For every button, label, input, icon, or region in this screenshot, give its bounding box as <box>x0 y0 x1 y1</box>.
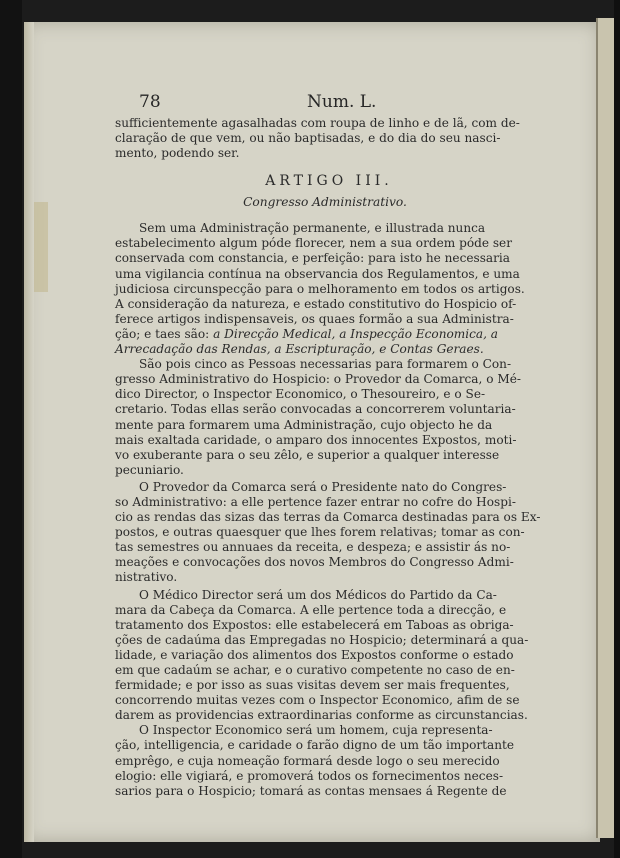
text-line: pecuniario. <box>115 462 184 477</box>
text-line: fermidade; e por isso as suas visitas devem ser mais frequentes, <box>115 678 510 693</box>
text-line: elogio: elle vigiará, e promoverá todos os fornecimentos neces- <box>115 768 504 783</box>
text-line: ções de cadaúma das Empregadas no Hospicio; determinará a qua- <box>115 632 529 647</box>
paragraph-inspector <box>115 723 535 798</box>
paragraph-medico-director <box>115 588 535 724</box>
scan-left-edge <box>0 0 22 858</box>
text-line: São pois cinco as Pessoas necessarias para formarem o Con- <box>139 357 512 372</box>
running-title: Num. L. <box>307 92 377 112</box>
text-line: O Médico Director será um dos Médicos do Partido da Ca- <box>139 587 497 602</box>
paragraph-five-persons <box>115 357 535 478</box>
text-line: postos, e outras quaesquer que lhes forem relativas; tomar as con- <box>115 525 525 540</box>
text-line: cretario. Todas ellas serão convocadas a concorrerem voluntaria- <box>115 402 516 417</box>
text-line: meações e convocações dos novos Membros do Congresso Admi- <box>115 555 514 570</box>
paragraph-administration <box>115 221 535 357</box>
italic-segment: a Direcção Medical, a Inspecção Economica, a <box>213 326 498 341</box>
article-heading: ARTIGO III. <box>265 173 393 190</box>
text-line: Sem uma Administração permanente, e illustrada nunca <box>139 221 486 236</box>
text-line: estabelecimento algum póde florecer, nem a sua ordem póde ser <box>115 236 512 251</box>
text-line: dico Director, o Inspector Economico, o Thesoureiro, e o Se- <box>115 387 486 402</box>
text-line: conservada com constancia, e perfeição: para isto he necessaria <box>115 251 511 266</box>
text-line: mara da Cabeça da Comarca. A elle pertence toda a direcção, e <box>115 602 507 617</box>
text-line: mento, podendo ser. <box>115 146 240 161</box>
text-line: claração de que vem, ou não baptisadas, e do dia do seu nasci- <box>115 131 501 146</box>
text-line: gresso Administrativo do Hospicio: o Provedor da Comarca, o Mé- <box>115 372 521 387</box>
text-line-mixed <box>115 327 535 342</box>
text-line: O Inspector Economico será um homem, cuja representa- <box>139 723 493 738</box>
text-line: darem as providencias extraordinarias conforme as circunstancias. <box>115 708 528 723</box>
page-edge-stain <box>34 202 48 292</box>
text-line: sufficientemente agasalhadas com roupa de linho e de lã, com de- <box>115 116 520 130</box>
text-line: vo exuberante para o seu zêlo, e superior a qualquer interesse <box>115 447 500 462</box>
text-line: mais exaltada caridade, o amparo dos innocentes Expostos, moti- <box>115 432 517 447</box>
text-line: A consideração da natureza, e estado constitutivo do Hospicio of- <box>115 296 517 311</box>
text-line: cio as rendas das sizas das terras da Comarca destinadas para os Ex- <box>115 510 541 525</box>
scan-right-edge <box>614 0 620 858</box>
opening-paragraph <box>115 116 535 161</box>
text-line: ferece artigos indispensaveis, os quaes formão a sua Administra- <box>115 311 514 326</box>
text-line: emprêgo, e cuja nomeação formará desde logo o seu merecido <box>115 753 500 768</box>
text-line: tratamento dos Expostos: elle estabelecerá em Taboas as obriga- <box>115 617 514 632</box>
text-line: ção, intelligencia, e caridade o farão digno de um tão importante <box>115 738 515 753</box>
text-line: nistrativo. <box>115 570 178 585</box>
section-subtitle: Congresso Administrativo. <box>243 195 407 210</box>
page-spine-shadow <box>24 22 34 842</box>
text-line: sarios para o Hospicio; tomará as contas mensaes á Regente de <box>115 783 507 798</box>
text-line: Arrecadação das Rendas, a Escripturação, e Contas Geraes. <box>115 342 484 357</box>
text-line: em que cadaúm se achar, e o curativo competente no caso de en- <box>115 663 515 677</box>
text-line: so Administrativo: a elle pertence fazer entrar no cofre do Hospi- <box>115 494 516 509</box>
text-line: lidade, e variação dos alimentos dos Expostos conforme o estado <box>115 647 514 662</box>
text-line: mente para formarem uma Administração, cujo objecto he da <box>115 417 493 432</box>
paragraph-provedor <box>115 479 541 586</box>
text-line: concorrendo muitas vezes com o Inspector Economico, afim de se <box>115 693 520 708</box>
text-segment: ção; e taes são: <box>115 326 214 341</box>
page-text-block <box>115 88 541 799</box>
page-header <box>115 88 535 116</box>
page-number: 78 <box>139 92 161 112</box>
text-line: tas semestres ou annuaes da receita, e despeza; e assistir ás no- <box>115 540 511 555</box>
text-line: O Provedor da Comarca será o Presidente nato do Congres- <box>139 479 507 494</box>
text-line: uma vigilancia contínua na observancia dos Regulamentos, e uma <box>115 266 520 281</box>
text-line: judiciosa circunspecção para o melhoramento em todos os artigos. <box>115 281 525 296</box>
